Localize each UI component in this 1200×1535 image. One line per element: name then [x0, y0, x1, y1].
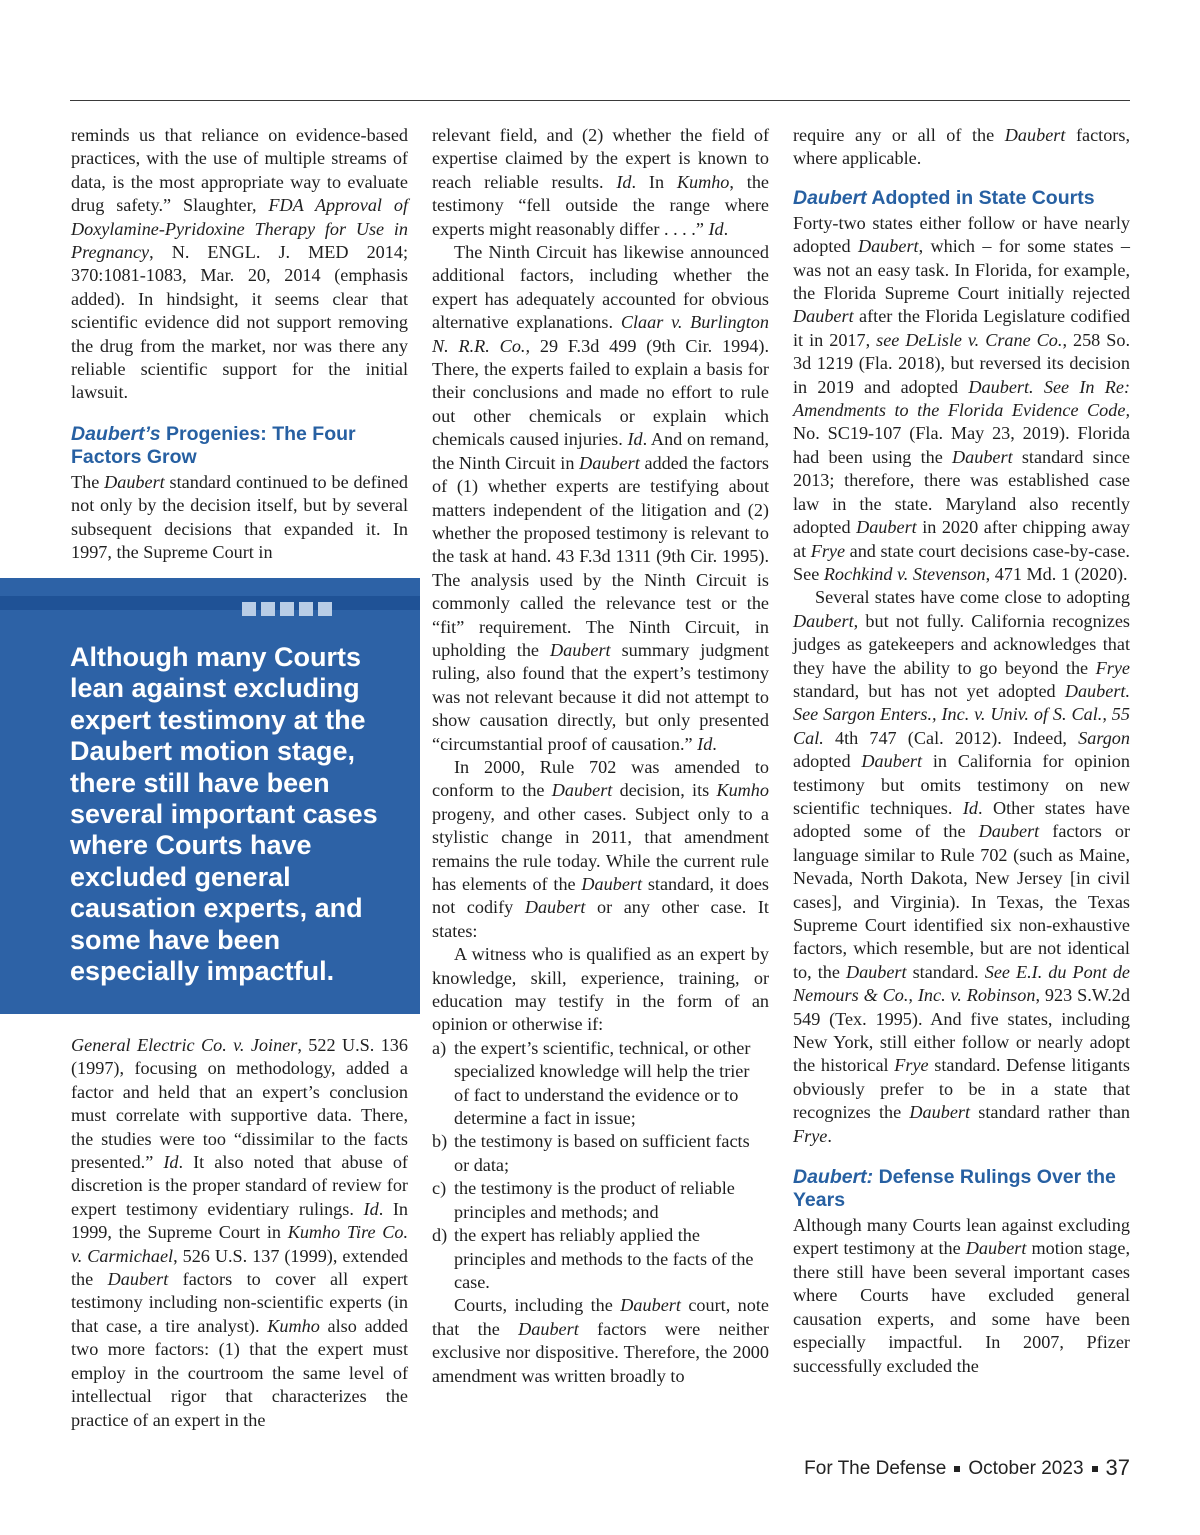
paragraph: Courts, including the Daubert court, note that the Daubert factors were neither exclusive nor dispositive. Therefore, the 2000 amendment was written broadly to [432, 1295, 769, 1386]
paragraph: In 2000, Rule 702 was amended to conform to the Daubert decision, its Kumho progeny, and other cases. Subject only to a stylistic change in 2011, that amendment remains the rule today. While the current rule has elements of the Daubert standard, it does not codify Daubert or any other case. It states: [432, 756, 769, 941]
decorative-squares [242, 602, 337, 616]
page-number: 37 [1105, 1455, 1130, 1480]
list-item: b) the testimony is based on sufficient facts or data; [432, 1131, 750, 1175]
paragraph: Several states have come close to adopting Daubert, but not fully. California recognizes judges as gatekeepers and acknowledges that they have the ability to go beyond the Frye standard, but has not yet adopted Daubert. See Sargon Enters., Inc. v. Univ. of S. Cal., 55 Cal. 4th 747 (Cal. 2012). Indeed, Sargon adopted Daubert in California for opinion testimony but omits testimony on new scientific techniques. Id. Other states have adopted some of the Daubert factors or language similar to Rule 702 (such as Maine, Nevada, North Dakota, New Jersey [in civil cases], and Virginia). In Texas, the Texas Supreme Court identified six non-exhaustive factors, which resemble, but are not identical to, the Daubert standard. See E.I. du Pont de Nemours & Co., Inc. v. Robinson, 923 S.W.2d 549 (Tex. 1995). And five states, including New York, still either follow or nearly adopt the historical Frye standard. Defense litigants obviously prefer to be in a state that recognizes the Daubert standard rather than Frye. [793, 587, 1130, 1146]
publication-name: For The Defense [804, 1458, 947, 1479]
separator-square [1092, 1466, 1098, 1472]
section-heading: Daubert Adopted in State Courts [793, 186, 1095, 209]
paragraph: require any or all of the Daubert factors, where applicable. [793, 125, 1130, 169]
paragraph: General Electric Co. v. Joiner, 522 U.S. 136 (1997), focusing on methodology, added a factor and held that an expert’s conclusion must correlate with supportive data. There, the studies were too “dissimilar to the facts presented.” Id. It also noted that abuse of discretion is the proper standard of review for expert testimony evidentiary rulings. Id. In 1999, the Supreme Court in Kumho Tire Co. v. Carmichael, 526 U.S. 137 (1999), extended the Daubert factors to cover all expert testimony including non-scientific experts (in that case, a tire analyst). Kumho also added two more factors: (1) that the expert must employ in the courtroom the same level of intellectual rigor that characterizes the practice of an expert in the [71, 1035, 409, 1430]
pull-quote-box [0, 578, 420, 1014]
pull-quote-band [0, 596, 420, 610]
paragraph: Although many Courts lean against excluding expert testimony at the Daubert motion stage, there still have been several important cases where Courts have excluded general causation experts, and some have been especially impactful. In 2007, Pfizer successfully excluded the [793, 1215, 1131, 1376]
paragraph: reminds us that reliance on evidence-based practices, with the use of multiple streams of data, is the most appropriate way to evaluate drug safety.” Slaughter, FDA Approval of Doxylamine-Pyridoxine Therapy for Use in Pregnancy, N. ENGL. J. MED 2014; 370:1081-1083, Mar. 20, 2014 (emphasis added). In hindsight, it seems clear that scientific evidence did not support removing the drug from the market, nor was there any reliable scientific support for the initial lawsuit. [71, 125, 408, 403]
paragraph: The Ninth Circuit has likewise announced additional factors, including whether the expert has adequately accounted for obvious alternative explanations. Claar v. Burlington N. R.R. Co., 29 F.3d 499 (9th Cir. 1994). There, the experts failed to explain a basis for their conclusions and made no effort to rule out other chemicals or explain which chemicals caused injuries. Id. And on remand, the Ninth Circuit in Daubert added the factors of (1) whether experts are testifying about matters independent of the litigation and (2) whether the proposed testimony is relevant to the task at hand. 43 F.3d 1311 (9th Cir. 1995). The analysis used by the Ninth Circuit is commonly called the relevance test or the “fit” requirement. The Ninth Circuit, in upholding the Daubert summary judgment ruling, also found that the expert’s testimony was not relevant because it did not attempt to show causation directly, but only presented “circumstantial proof of causation.” Id. [432, 242, 770, 754]
section-heading: Daubert’s Progenies: The Four Factors Grow [71, 422, 356, 468]
rule-702-intro: A witness who is qualified as an expert by knowledge, skill, experience, training, or education may testify in the form of an opinion or otherwise if: [432, 944, 769, 1035]
pull-quote-text: Although many Courts lean against excluding expert testimony at the Daubert motion stage, there still have been several important cases where Courts have excluded general causation experts, and some have been especially impactful. [70, 642, 378, 987]
section-heading: Daubert: Defense Rulings Over the Years [793, 1166, 1116, 1212]
rule-702-list [432, 1037, 769, 1294]
page-footer [804, 1455, 1130, 1481]
column-2 [432, 124, 769, 1388]
separator-square [954, 1466, 960, 1472]
list-item: d) the expert has reliably applied the principles and methods to the facts of the case. [432, 1225, 754, 1292]
column-1 [71, 124, 408, 565]
column-3 [793, 124, 1130, 1378]
top-rule [70, 100, 1130, 101]
list-item: c) the testimony is the product of reliable principles and methods; and [432, 1178, 735, 1222]
issue-date: October 2023 [968, 1458, 1084, 1479]
paragraph: The Daubert standard continued to be defined not only by the decision itself, but by several subsequent decisions that expanded it. In 1997, the Supreme Court in [71, 471, 408, 563]
paragraph: Forty-two states either follow or have nearly adopted Daubert, which – for some states – was not an easy task. In Florida, for example, the Florida Supreme Court initially rejected Daubert after the Florida Legislature codified it in 2017, see DeLisle v. Crane Co., 258 So. 3d 1219 (Fla. 2018), but reversed its decision in 2019 and adopted Daubert. See In Re: Amendments to the Florida Evidence Code, No. SC19-107 (Fla. May 23, 2019). Florida had been using the Daubert standard since 2013; therefore, there was established case law in the state. Maryland also recently adopted Daubert in 2020 after chipping away at Frye and state court decisions case-by-case. See Rochkind v. Stevenson, 471 Md. 1 (2020). [793, 212, 1131, 584]
list-item: a) the expert’s scientific, technical, or other specialized knowledge will help the trier of fact to understand the evidence or to determine a fact in issue; [432, 1037, 751, 1129]
column-1-continued [71, 1034, 408, 1432]
paragraph: relevant field, and (2) whether the field of expertise claimed by the expert is known to reach reliable results. Id. In Kumho, the testimony “fell outside the range where experts might reasonably differ . . . .” Id. [432, 125, 769, 239]
